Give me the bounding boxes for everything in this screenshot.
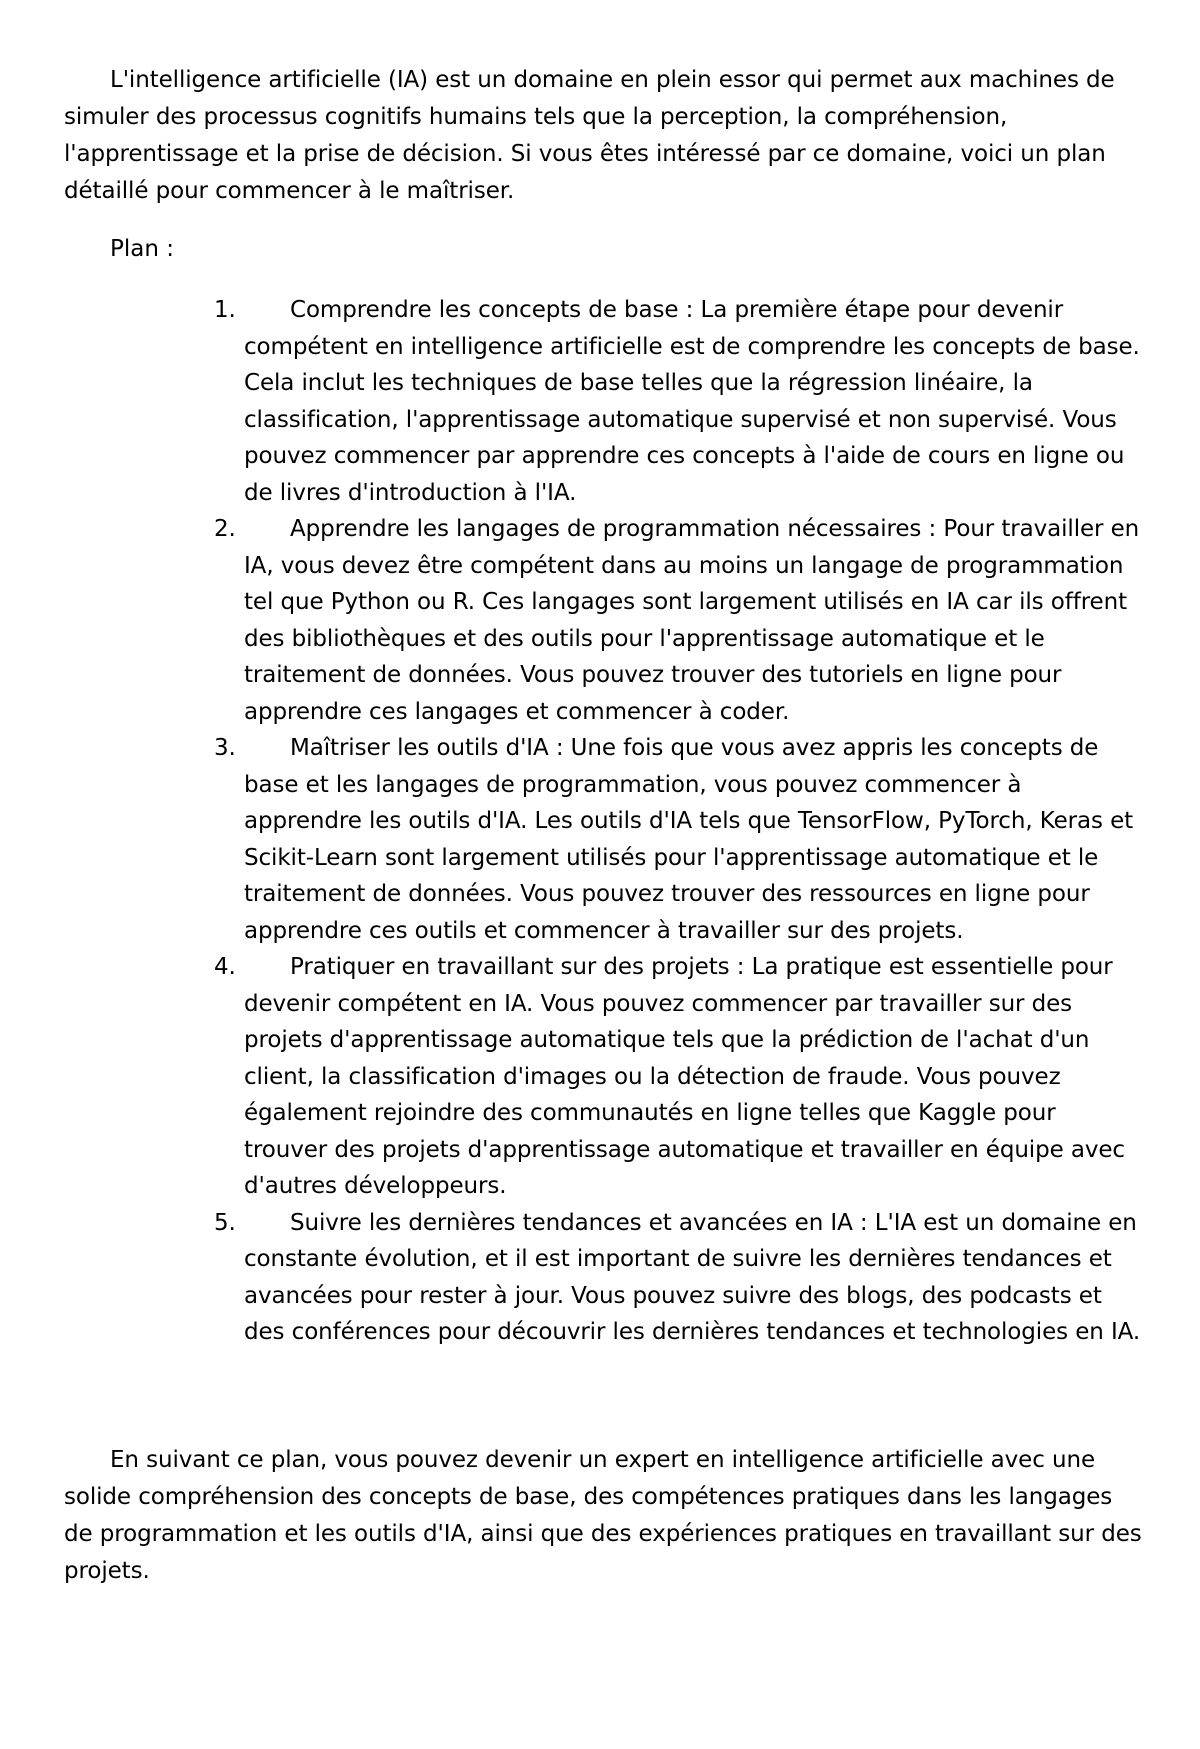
list-item <box>0 511 1144 730</box>
list-item-text: Maîtriser les outils d'IA : Une fois que vous avez appris les concepts de base et les langages de programmation, vous pouvez commencer à apprendre les outils d'IA. Les outils d'IA tels que TensorFlow, PyTorch, Keras et Scikit-Learn sont largement utilisés pour l'apprentissage automatique et le traitement de données. Vous pouvez trouver des ressources en ligne pour apprendre ces outils et commencer à travailler sur des projets. <box>244 735 1134 944</box>
intro-paragraph: L'intelligence artificielle (IA) est un domaine en plein essor qui permet aux machines de simuler des processus cognitifs humains tels que la perception, la compréhension, l'apprentissage et la prise de décision. Si vous êtes intéressé par ce domaine, voici un plan détaillé pour commencer à le maîtriser. <box>64 67 1115 204</box>
list-item-number: 2. <box>214 516 236 542</box>
list-item-number: 5. <box>214 1209 236 1236</box>
plan-heading: Plan : <box>110 236 174 262</box>
list-item-text: Pratiquer en travaillant sur des projets : La pratique est essentielle pour devenir compétent en IA. Vous pouvez commencer par travailler sur des projets d'apprentissage automatique tels que la prédiction de l'achat d'un client, la classification d'images ou la détection de fraude. Vous pouvez également rejoindre des communautés en ligne telles que Kaggle pour trouver des projets d'apprentissage automatique et travailler en équipe avec d'autres développeurs. <box>244 954 1125 1199</box>
list-item <box>0 949 1144 1205</box>
list-item-text: Apprendre les langages de programmation nécessaires : Pour travailler en IA, vous devez être compétent dans au moins un langage de programmation tel que Python ou R. Ces langages sont largement utilisés en IA car ils offrent des bibliothèques et des outils pour l'apprentissage automatique et le traitement de données. Vous pouvez trouver des tutoriels en ligne pour apprendre ces langages et commencer à coder. <box>244 516 1140 725</box>
conclusion-paragraph: En suivant ce plan, vous pouvez devenir un expert en intelligence artificielle avec une solide compréhension des concepts de base, des compétences pratiques dans les langages de programmation et les outils d'IA, ainsi que des expériences pratiques en travaillant sur des projets. <box>64 1447 1142 1584</box>
list-item <box>0 730 1144 949</box>
list-item <box>0 1205 1144 1351</box>
list-item-text: Comprendre les concepts de base : La première étape pour devenir compétent en intelligence artificielle est de comprendre les concepts de base. Cela inclut les techniques de base telles que la régression linéaire, la classification, l'apprentissage automatique supervisé et non supervisé. Vous pouvez commencer par apprendre ces concepts à l'aide de cours en ligne ou de livres d'introduction à l'IA. <box>244 297 1140 506</box>
list-item-number: 1. <box>214 297 236 323</box>
list-item-number: 4. <box>214 954 236 980</box>
list-item-text: Suivre les dernières tendances et avancées en IA : L'IA est un domaine en constante évolution, et il est important de suivre les dernières tendances et avancées pour rester à jour. Vous pouvez suivre des blogs, des podcasts et des conférences pour découvrir les dernières tendances et technologies en IA. <box>244 1209 1141 1345</box>
plan-list <box>0 292 1200 1351</box>
list-item-number: 3. <box>214 735 236 761</box>
list-item <box>0 292 1144 511</box>
